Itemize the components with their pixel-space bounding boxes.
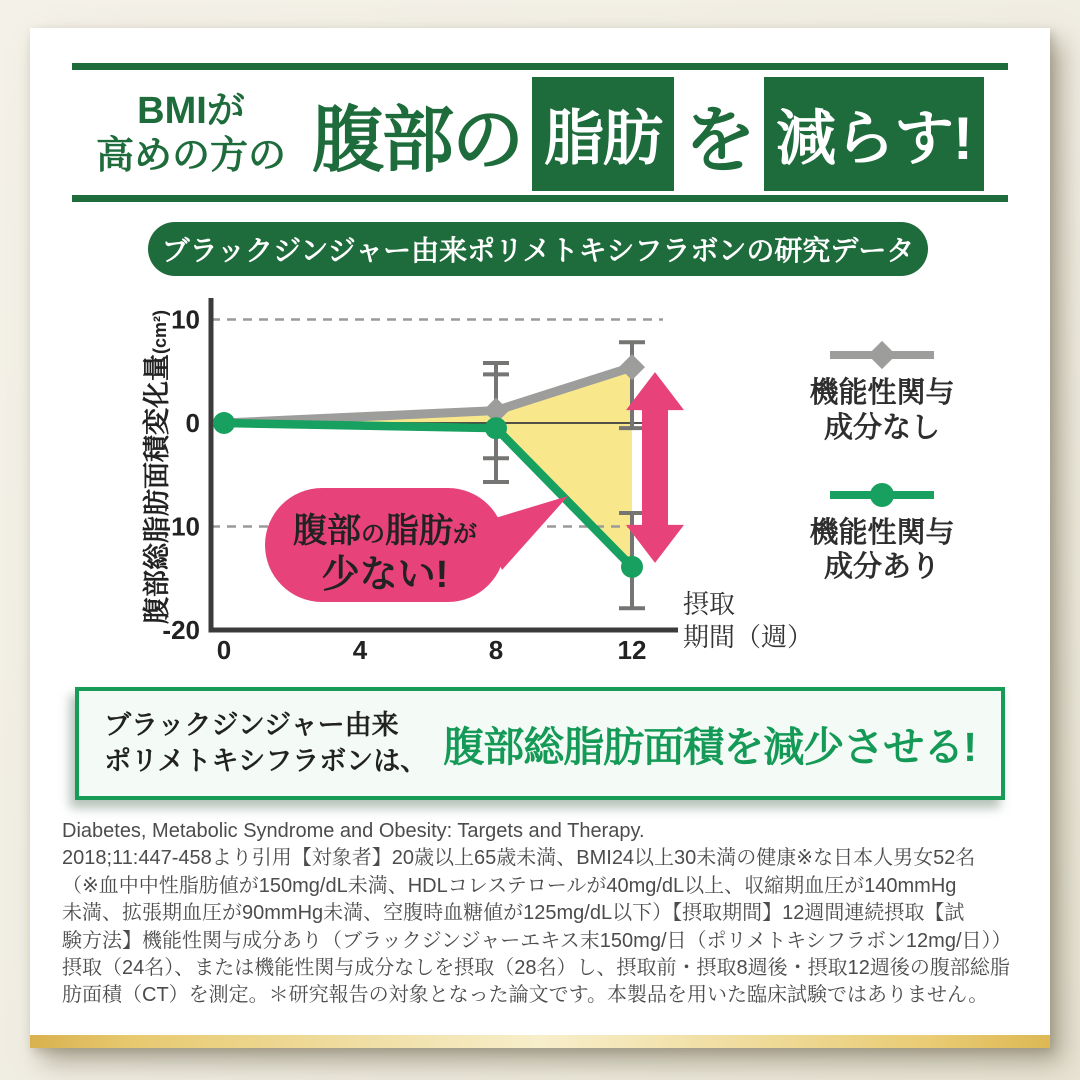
difference-arrow <box>626 372 684 563</box>
x-axis-title-line2: 期間（週） <box>683 621 814 652</box>
conclusion-box <box>75 687 1005 800</box>
y-axis-title: 腹部総脂肪面積変化量(cm²) <box>142 310 172 624</box>
legend-item-no-ingredient <box>782 342 982 446</box>
legend-marker-diamond <box>830 342 934 368</box>
diamond-icon <box>868 341 896 369</box>
infographic-card <box>30 28 1050 1048</box>
footnote-line: 2018;11:447-458より引用【対象者】20歳以上65歳未満、BMI24以上30未満の健康※な日本人男女52名 <box>62 847 976 870</box>
title-highlight-box-2: 減らす! <box>764 77 984 191</box>
y-tick-label: 0 <box>185 408 200 438</box>
title-highlight-box-1: 脂肪 <box>532 77 674 191</box>
conclusion-subject: ブラックジンジャー由来 ポリメトキシフラボンは、 <box>104 710 428 776</box>
callout-text-line1: 腹部の脂肪が <box>293 512 477 550</box>
circle-marker <box>621 556 643 578</box>
x-tick-label: 12 <box>617 635 647 665</box>
y-tick-label: -10 <box>162 511 200 542</box>
page-title <box>30 78 1050 190</box>
y-tick-label: 10 <box>171 304 200 335</box>
x-tick-label: 8 <box>488 635 504 665</box>
x-axis-title-line1: 摂取 <box>683 589 736 619</box>
footnote-line: （※血中中性脂肪値が150mg/dL未満、HDLコレステロールが40mg/dL以上、収縮期血圧が140mmHg <box>62 874 957 897</box>
conclusion-statement: 腹部総脂肪面積を減少させる! <box>443 724 976 770</box>
legend-marker-circle <box>830 482 934 508</box>
footnote-line: 摂取（24名）、または機能性関与成分なしを摂取（28名）し、摂取前・摂取8週後・摂取12週後の腹部総脂 <box>62 957 1010 980</box>
circle-marker <box>485 417 507 439</box>
header-rule-bottom <box>72 195 1008 202</box>
gold-accent-bar <box>30 1035 1050 1048</box>
title-text-1: 腹部の <box>312 101 523 181</box>
footnote-line: Diabetes, Metabolic Syndrome and Obesity: Targets and Therapy. <box>62 820 645 842</box>
callout-text-line2: 少ない! <box>321 554 449 596</box>
study-data-banner: ブラックジンジャー由来ポリメトキシフラボンの研究データ <box>148 222 928 276</box>
header-rule-top <box>72 63 1008 70</box>
circle-icon <box>870 483 894 507</box>
legend-item-with-ingredient <box>782 482 982 586</box>
x-tick-label: 4 <box>352 635 368 665</box>
legend-label: 機能性関与 成分あり <box>809 516 955 584</box>
footnote-line: 肪面積（CT）を測定。＊研究報告の対象となった論文です。本製品を用いた臨床試験ではありません。 <box>62 984 989 1007</box>
legend-label: 機能性関与 成分なし <box>809 377 955 444</box>
y-tick-label: -20 <box>162 615 200 645</box>
title-prefix-line2: 高めの方の <box>95 135 286 177</box>
title-prefix-line1: BMIが <box>137 90 245 133</box>
footnote <box>62 818 1024 1010</box>
footnote-line: 験方法】機能性関与成分あり（ブラックジンジャーエキス末150mg/日（ポリメトキシフラボン12mg/日）） <box>62 929 1012 952</box>
footnote-line: 未満、拡張期血圧が90mmHg未満、空腹時血糖値が125mg/dL以下）【摂取期間】12週間連続摂取【試 <box>62 902 965 925</box>
title-prefix <box>96 89 286 179</box>
legend <box>782 342 982 621</box>
x-tick-label: 0 <box>216 635 232 665</box>
circle-marker <box>213 412 235 434</box>
title-text-2: を <box>684 101 755 181</box>
